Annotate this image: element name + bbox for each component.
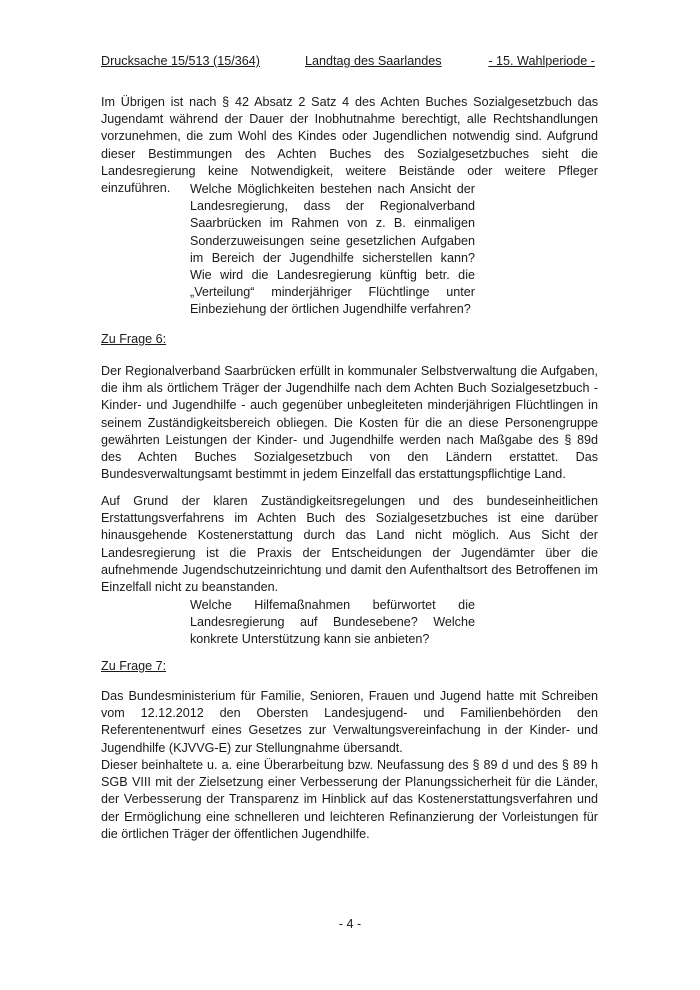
heading-answer-7: Zu Frage 7: bbox=[101, 659, 167, 673]
heading-answer-6: Zu Frage 6: bbox=[101, 332, 167, 346]
answer-7-paragraph-2: Dieser beinhaltete u. a. eine Überarbeitung bzw. Neufassung des § 89 d und des § 89 h SGB VIII mit der Zielsetzung einer Verbesserung der Planungssicherheit für die Länder, der Verbesserung der Transparenz im Hinblick auf das Kostenerstattungsverfahren und der Ermöglichung eine schnelleren und leichteren Refinanzierung der Vorleistungen für die örtlichen Träger der öffentlichen Jugendhilfe. bbox=[101, 758, 598, 841]
header-document-number: Drucksache 15/513 (15/364) bbox=[101, 54, 260, 68]
question-6: Welche Möglichkeiten bestehen nach Ansicht der Landesregierung, dass der Regionalverband Saarbrücken im Rahmen von z. B. einmaligen Sonderzuweisungen seine gesetzlichen Aufgaben im Bereich der Jugendhilfe sicherstellen kann? Wie wird die Landesregierung künftig betr. die „Verteilung“ minderjähriger Flüchtlinge unter Einbeziehung der örtlichen Jugendhilfe verfahren? bbox=[190, 182, 475, 317]
answer-6-paragraph-1: Der Regionalverband Saarbrücken erfüllt in kommunaler Selbstverwaltung die Aufgaben, die ihm als örtlichem Träger der Jugendhilfe nach dem Achten Buch Sozialgesetzbuch - Kinder- und Jugendhilfe - auch gegenüber unbegleiteten minderjährigen Flüchtlingen in seinem Zuständigkeitsbereich obliegen. Die Kosten für die an diese Personengruppe gewährten Leistungen der Kinder- und Jugendhilfe werden nach Maßgabe des § 89d des Achten Buches Sozialgesetzbuch von den Ländern erstattet. Das Bundesverwaltungsamt bestimmt in jedem Einzelfall das erstattungspflichtige Land. bbox=[101, 364, 598, 482]
page-number: - 4 - bbox=[338, 917, 362, 931]
header-parliament: Landtag des Saarlandes bbox=[305, 54, 442, 68]
answer-6-paragraph-2: Auf Grund der klaren Zuständigkeitsregelungen und des bundeseinheitlichen Erstattungsverfahrens im Achten Buch des Sozialgesetzbuches ist eine darüber hinausgehende Kostenerstattung durch das Land nicht möglich. Aus Sicht der Landesregierung ist die Praxis der Entscheidungen der Jugendämter über die aufnehmende Jugendschutzeinrichtung und damit den Aufenthaltsort des Betroffenen im Einzelfall nicht zu beanstanden. bbox=[101, 494, 598, 595]
page-header bbox=[101, 52, 595, 72]
paragraph-intro: Im Übrigen ist nach § 42 Absatz 2 Satz 4 des Achten Buches Sozialgesetzbuch das Jugendamt während der Dauer der Inobhutnahme berechtigt, alle Rechtshandlungen vorzunehmen, die zum Wohl des Kindes oder Jugendlichen notwendig sind. Aufgrund dieser Bestimmungen des Achten Buches des Sozialgesetzbuches sieht die Landesregierung keine Notwendigkeit, weitere Beistände oder weitere Pfleger einzuführen. bbox=[101, 95, 598, 196]
header-legislative-period: - 15. Wahlperiode - bbox=[488, 54, 595, 68]
question-7: Welche Hilfemaßnahmen befürwortet die Landesregierung auf Bundesebene? Welche konkrete Unterstützung kann sie anbieten? bbox=[190, 598, 475, 647]
answer-7-paragraph-1: Das Bundesministerium für Familie, Senioren, Frauen und Jugend hatte mit Schreiben vom 12.12.2012 den Obersten Landesjugend- und Familienbehörden den Referentenentwurf eines Gesetzes zur Verwaltungsvereinfachung in der Kinder- und Jugendhilfe (KJVVG-E) zur Stellungnahme übersandt. bbox=[101, 689, 598, 755]
